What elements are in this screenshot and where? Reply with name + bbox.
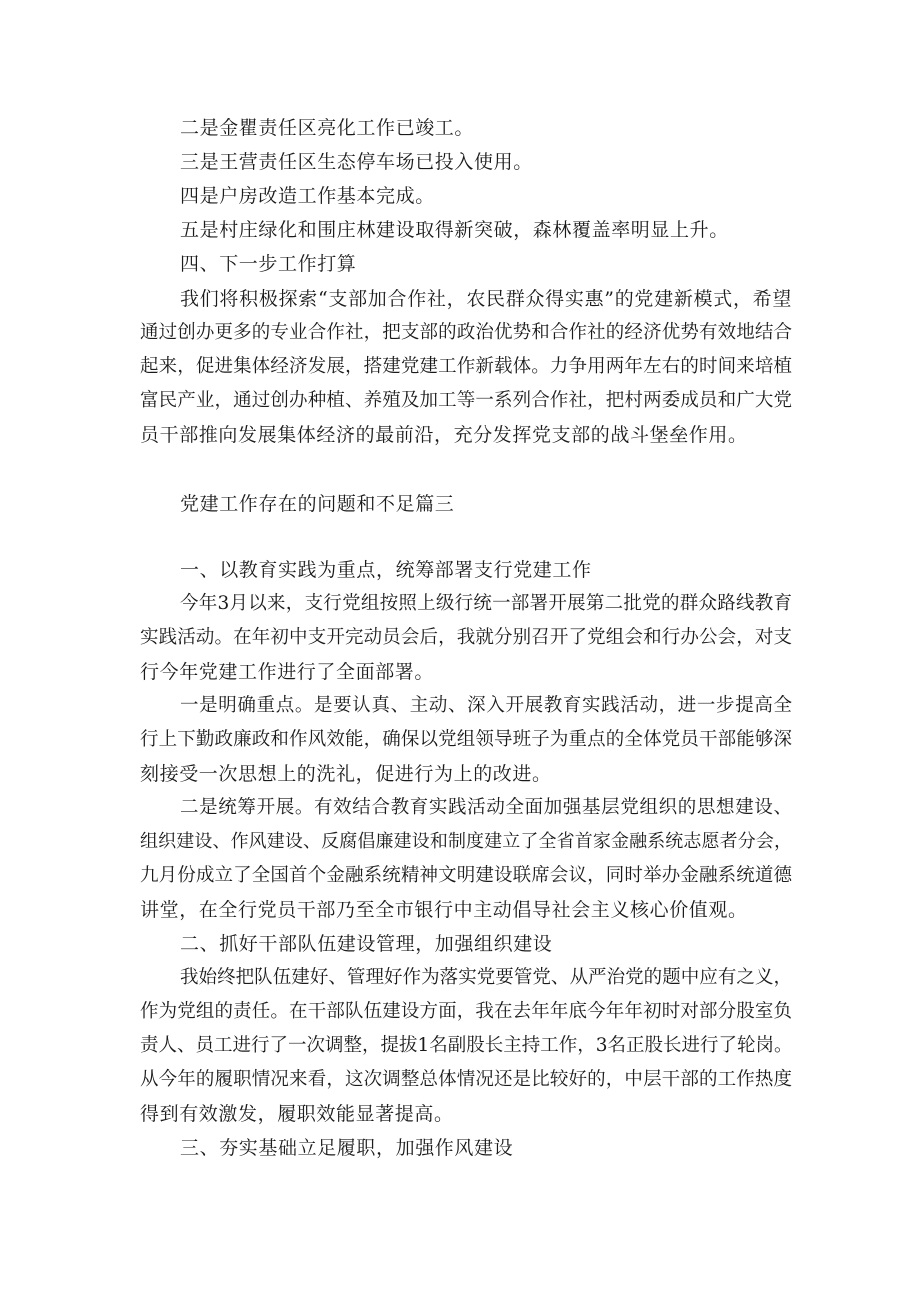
paragraph-line: 一是明确重点。是要认真、主动、深入开展教育实践活动，进一步提高全 — [180, 695, 792, 716]
paragraph-line: 我们将积极探索“支部加合作社，农民群众得实惠”的党建新模式，希望 — [180, 288, 792, 310]
paragraph-line: 责人、员工进行了一次调整，提拔1名副股长主持工作，3名正股长进行了轮岗。 — [140, 1035, 793, 1056]
paragraph-line: 富民产业，通过创办种植、养殖及加工等一系列合作社，把村两委成员和广大党 — [140, 390, 792, 411]
paragraph-line: 组织建设、作风建设、反腐倡廉建设和制度建立了全省首家金融系统志愿者分会， — [140, 831, 792, 852]
section-heading: 二、抓好干部队伍建设管理，加强组织建设 — [180, 933, 553, 955]
section-heading: 三、夯实基础立足履职，加强作风建设 — [180, 1137, 514, 1159]
paragraph-line: 实践活动。在年初中支开完动员会后，我就分别召开了党组会和行办公会，对支 — [140, 627, 792, 648]
paragraph-line: 通过创办更多的专业合作社，把支部的政治优势和合作社的经济优势有效地结合 — [140, 322, 792, 343]
paragraph-line: 讲堂，在全行党员干部乃至全市银行中主动倡导社会主义核心价值观。 — [140, 899, 748, 921]
article-title: 党建工作存在的问题和不足篇三 — [180, 493, 455, 515]
paragraph-line: 得到有效激发，履职效能显著提高。 — [140, 1103, 454, 1125]
paragraph-line: 从今年的履职情况来看，这次调整总体情况还是比较好的，中层干部的工作热度 — [140, 1069, 792, 1090]
paragraph-line: 五是村庄绿化和围庄林建设取得新突破，森林覆盖率明显上升。 — [180, 219, 729, 241]
paragraph-line: 作为党组的责任。在干部队伍建设方面，我在去年年底今年年初时对部分股室负 — [140, 1001, 792, 1022]
paragraph-line: 行上下勤政廉政和作风效能，确保以党组领导班子为重点的全体党员干部能够深 — [140, 729, 792, 750]
section-heading: 四、下一步工作打算 — [180, 253, 357, 275]
paragraph-line: 四是户房改造工作基本完成。 — [180, 185, 435, 207]
paragraph-line: 我始终把队伍建好、管理好作为落实党要管党、从严治党的题中应有之义， — [180, 967, 792, 988]
paragraph-line: 今年3月以来，支行党组按照上级行统一部署开展第二批党的群众路线教育 — [180, 593, 792, 614]
paragraph-line: 九月份成立了全国首个金融系统精神文明建设联席会议，同时举办金融系统道德 — [140, 865, 792, 886]
paragraph-line: 三是王营责任区生态停车场已投入使用。 — [180, 151, 533, 173]
paragraph-line: 员干部推向发展集体经济的最前沿，充分发挥党支部的战斗堡垒作用。 — [140, 424, 748, 446]
paragraph-line: 二是统筹开展。有效结合教育实践活动全面加强基层党组织的思想建设、 — [180, 797, 792, 818]
paragraph-line: 刻接受一次思想上的洗礼，促进行为上的改进。 — [140, 763, 552, 785]
paragraph-line: 行今年党建工作进行了全面部署。 — [140, 661, 435, 683]
paragraph-line: 二是金瞿责任区亮化工作已竣工。 — [180, 117, 475, 139]
paragraph-line: 起来，促进集体经济发展，搭建党建工作新载体。力争用两年左右的时间来培植 — [140, 356, 792, 377]
section-heading: 一、以教育实践为重点，统筹部署支行党建工作 — [180, 559, 592, 581]
